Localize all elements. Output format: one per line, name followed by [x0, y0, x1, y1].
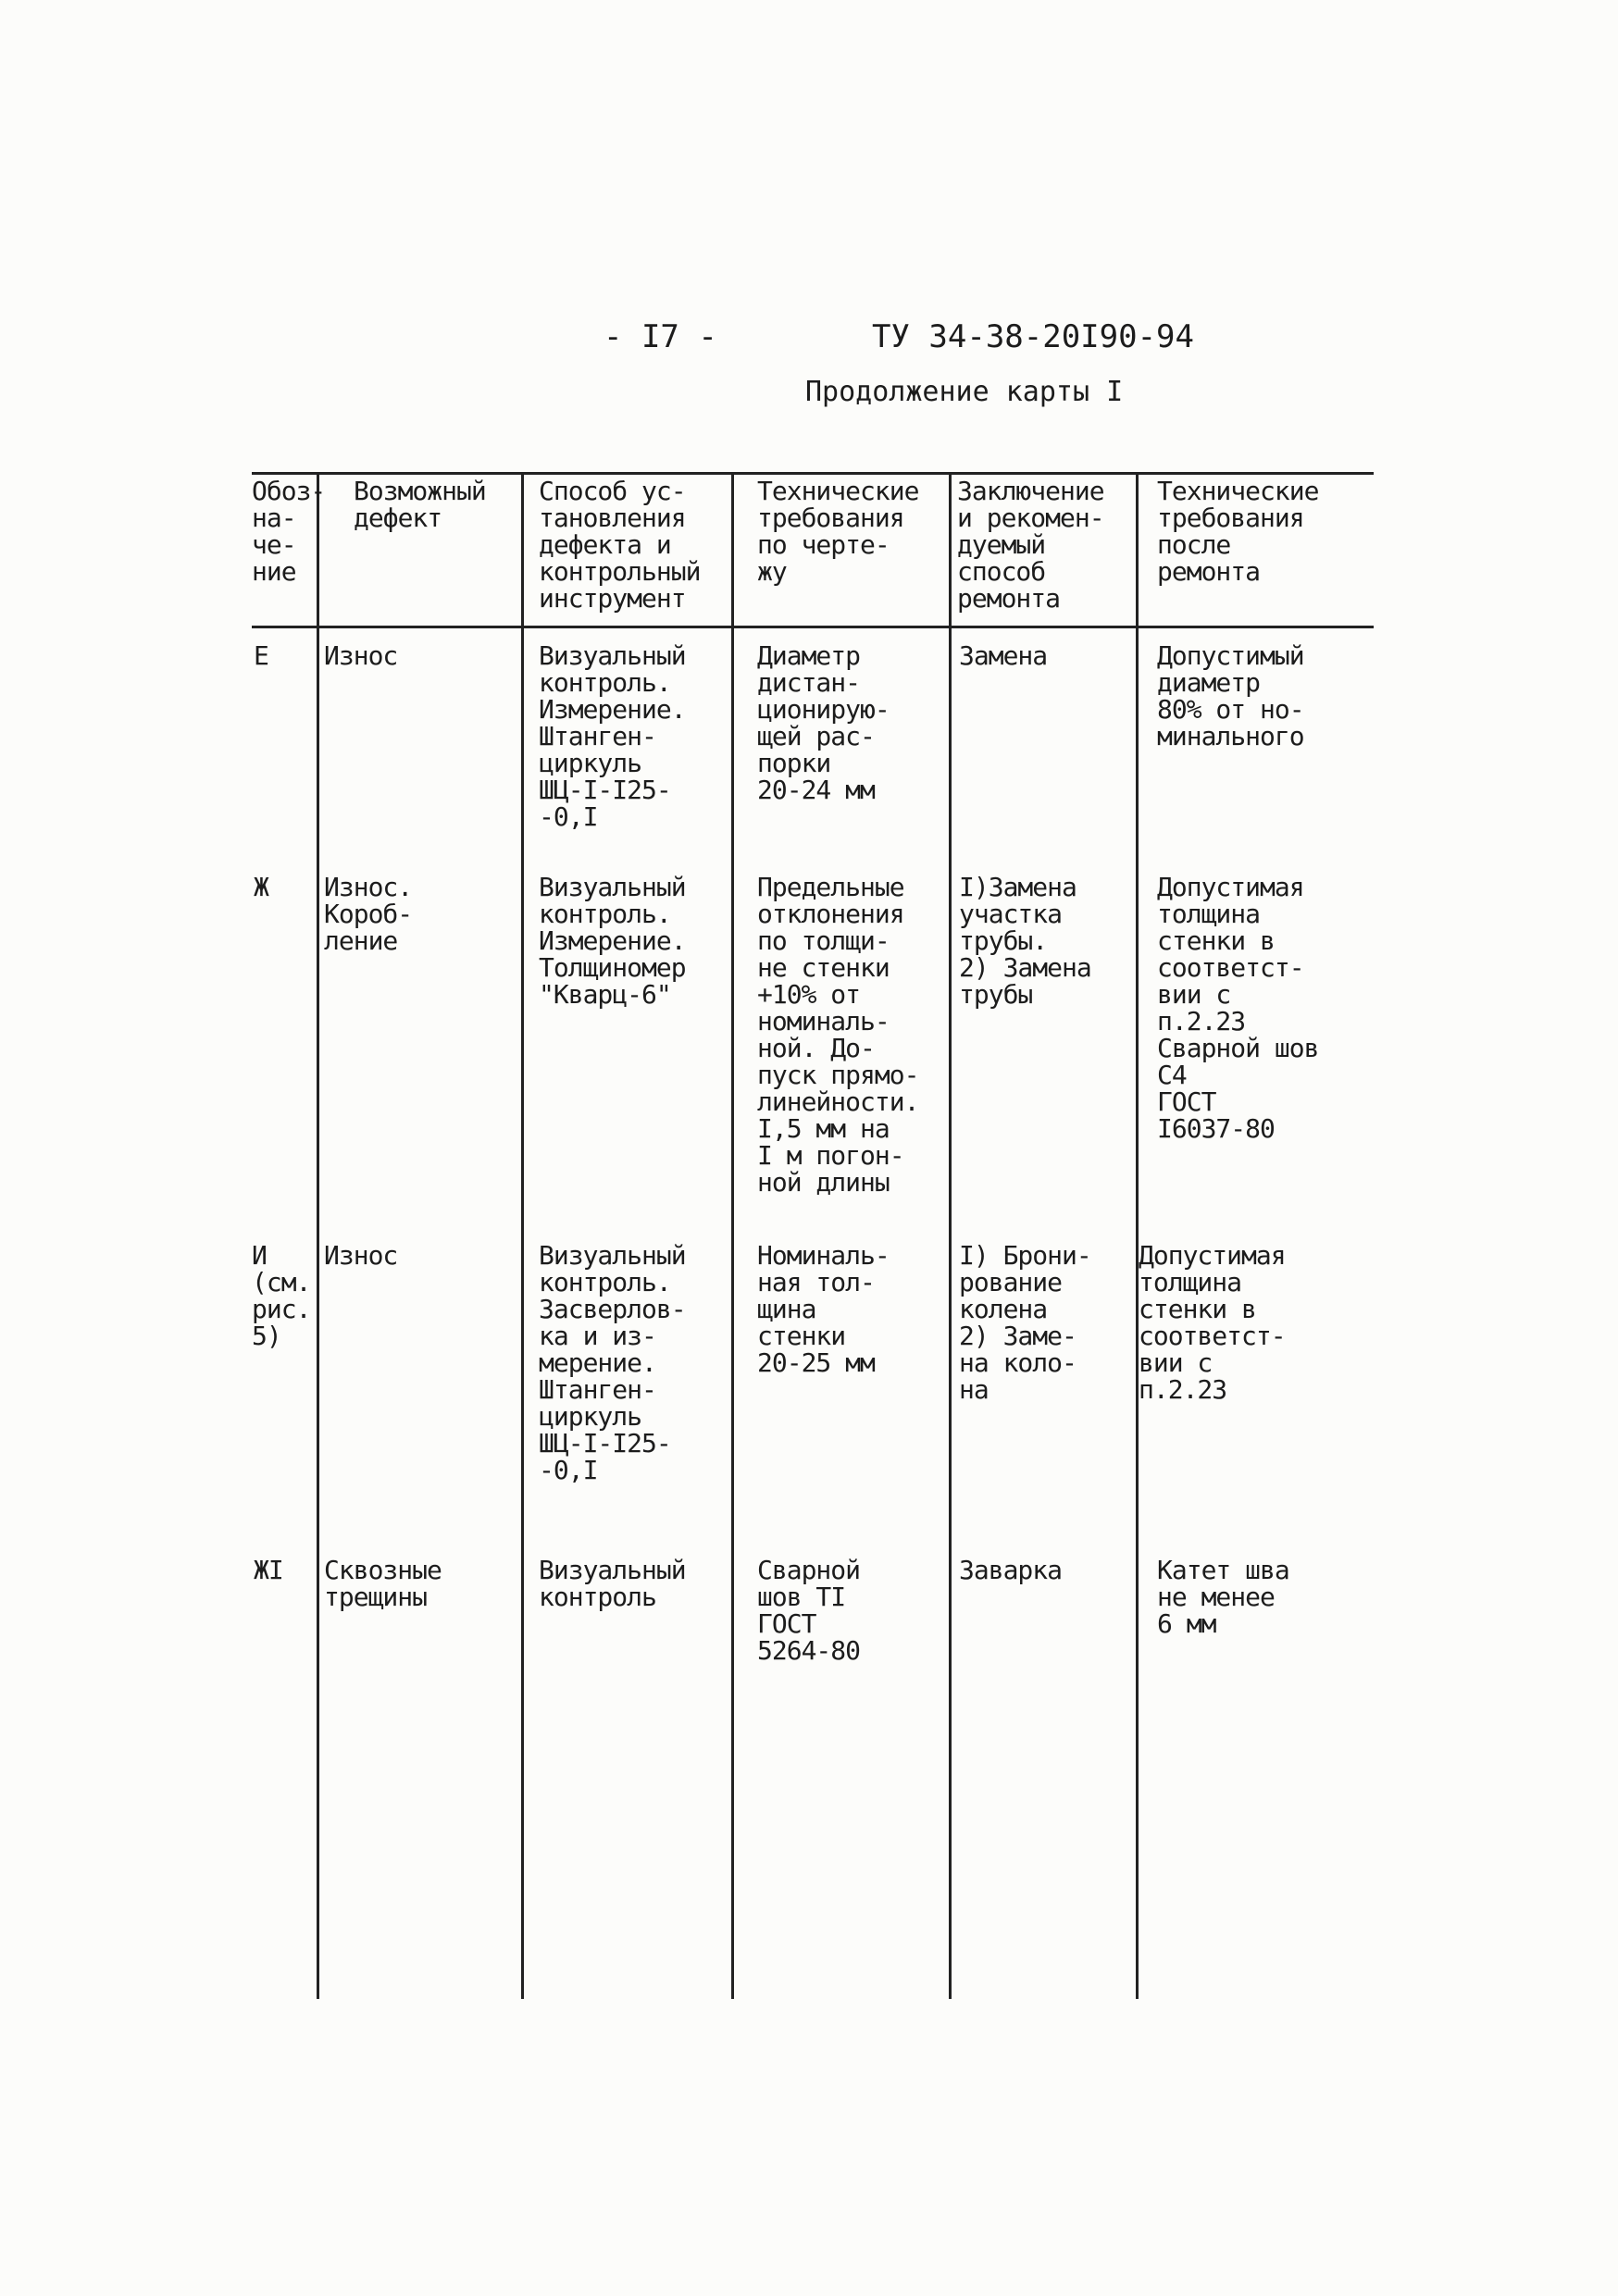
column-divider	[317, 474, 319, 1999]
cell-after-repair: Допустимый диаметр 80% от но- минального	[1157, 640, 1304, 751]
cell-defect: Износ	[324, 1240, 398, 1271]
cell-tech-req: Номиналь- ная тол- щина стенки 20-25 мм	[757, 1240, 890, 1378]
cell-tech-req: Диаметр дистан- ционирую- щей рас- порки 20-24 мм	[757, 640, 890, 805]
cell-conclusion: I) Брони- рование колена 2) Заме- на коло- на	[959, 1240, 1091, 1405]
header-detection: Способ ус- тановления дефекта и контрольный инструмент	[539, 476, 701, 614]
header-conclusion: Заключение и рекомен- дуемый способ ремонта	[957, 476, 1104, 614]
cell-detection: Визуальный контроль. Измерение. Толщиномер "Кварц-6"	[539, 872, 686, 1010]
cell-after-repair: Допустимая толщина стенки в соответст- вии с п.2.23 Сварной шов С4 ГОСТ I6037-80	[1157, 872, 1319, 1144]
cell-detection: Визуальный контроль. Измерение. Штанген- циркуль ШЦ-I-I25- -0,I	[539, 640, 686, 832]
header-designation: Обоз- на- че- ние	[252, 476, 326, 587]
cell-conclusion: Заварка	[959, 1555, 1063, 1585]
cell-designation: И (см. рис. 5)	[252, 1240, 311, 1351]
header-defect: Возможный дефект	[354, 476, 486, 533]
table-header-rule	[252, 626, 1374, 628]
table-top-rule	[252, 472, 1374, 475]
cell-defect: Сквозные трещины	[324, 1555, 442, 1612]
column-divider	[1136, 474, 1139, 1999]
header-tech-req: Технические требования по черте- жу	[757, 476, 919, 587]
cell-detection: Визуальный контроль. Засверлов- ка и из- мерение. Штанген- циркуль ШЦ-I-I25- -0,I	[539, 1240, 686, 1485]
continuation-title: Продолжение карты I	[805, 376, 1124, 408]
cell-after-repair: Катет шва не менее 6 мм	[1157, 1555, 1289, 1639]
cell-defect: Износ	[324, 640, 398, 671]
page-number: - I7 -	[604, 318, 717, 355]
cell-tech-req: Сварной шов TI ГОСТ 5264-80	[757, 1555, 861, 1666]
header-after-repair: Технические требования после ремонта	[1157, 476, 1319, 587]
column-divider	[731, 474, 734, 1999]
cell-conclusion: Замена	[959, 640, 1048, 671]
cell-defect: Износ. Короб- ление	[324, 872, 413, 956]
column-divider	[521, 474, 524, 1999]
cell-designation: ЖI	[254, 1555, 283, 1585]
cell-designation: Е	[254, 640, 268, 671]
cell-designation: Ж	[254, 872, 268, 902]
cell-detection: Визуальный контроль	[539, 1555, 686, 1612]
document-code: ТУ 34-38-20I90-94	[872, 318, 1194, 355]
cell-conclusion: I)Замена участка трубы. 2) Замена трубы	[959, 872, 1091, 1010]
cell-tech-req: Предельные отклонения по толщи- не стенки +10% от номиналь- ной. До- пуск прямо- линейности. I,5 мм на I м погон- ной длины	[757, 872, 919, 1198]
column-divider	[949, 474, 952, 1999]
cell-after-repair: Допустимая толщина стенки в соответст- вии с п.2.23	[1139, 1240, 1286, 1405]
